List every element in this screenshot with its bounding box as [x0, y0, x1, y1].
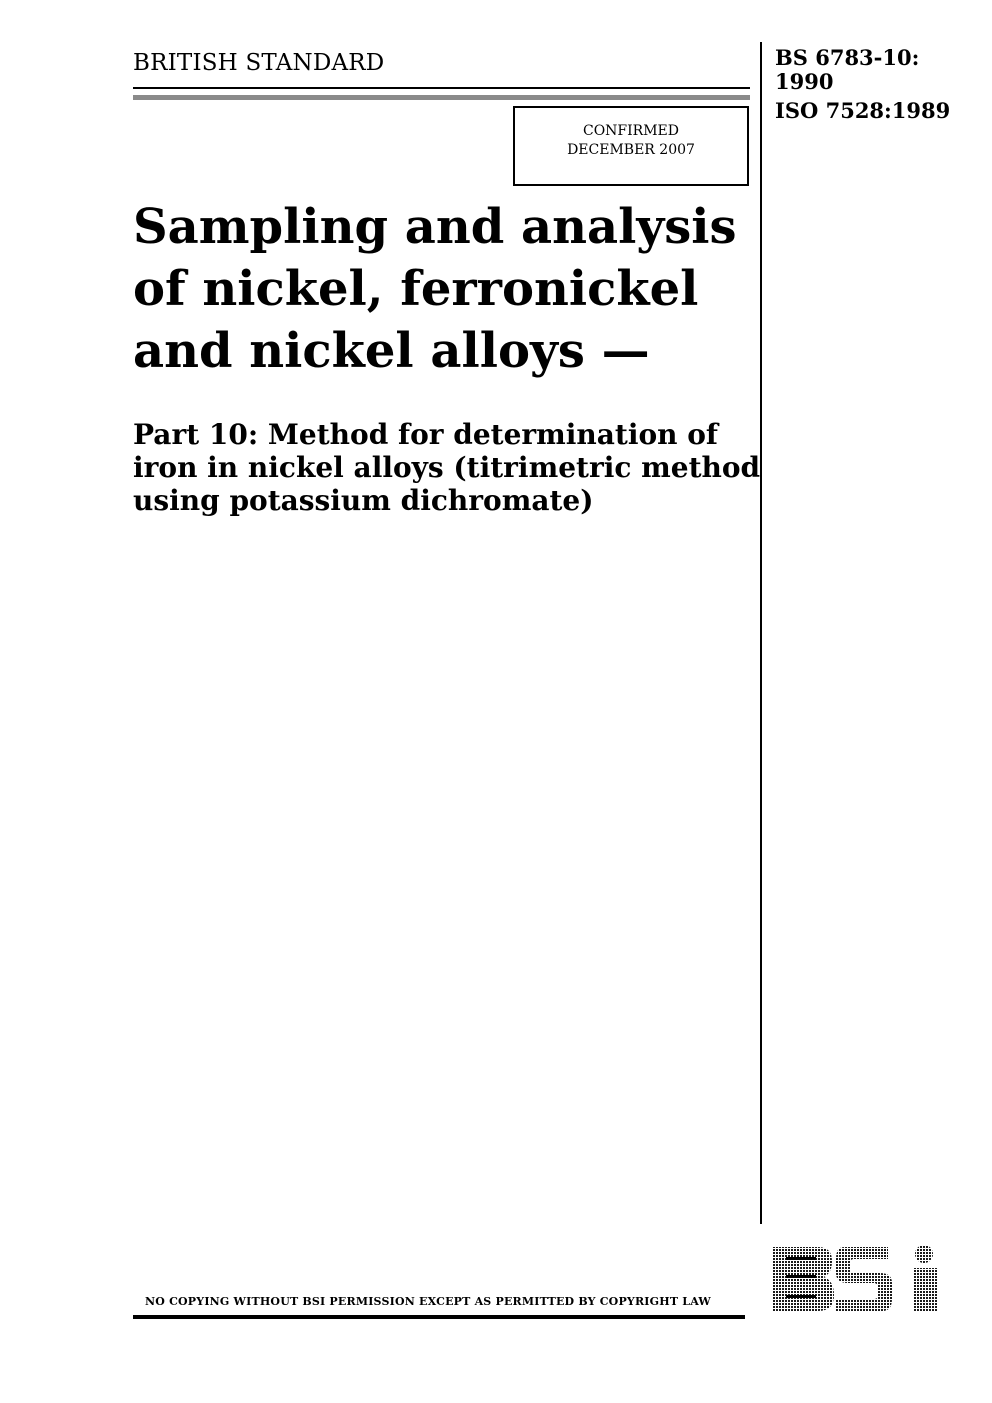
- document-type-label: BRITISH STANDARD: [133, 50, 385, 76]
- title-line: of nickel, ferronickel: [133, 261, 699, 317]
- subtitle-line: iron in nickel alloys (titrimetric method: [133, 451, 761, 484]
- standard-number: BS 6783-10:: [775, 45, 920, 70]
- title-line: and nickel alloys —: [133, 323, 650, 379]
- confirmed-date: DECEMBER 2007: [567, 142, 695, 158]
- copyright-notice: NO COPYING WITHOUT BSI PERMISSION EXCEPT AS PERMITTED BY COPYRIGHT LAW: [145, 1295, 711, 1308]
- confirmed-stamp: [513, 106, 749, 186]
- subtitle-line: Part 10: Method for determination of: [133, 418, 718, 451]
- document-subtitle: [133, 418, 761, 517]
- iso-number: ISO 7528:1989: [775, 98, 951, 123]
- header-rule: [133, 87, 750, 89]
- standard-year: 1990: [775, 69, 834, 94]
- confirmed-label: CONFIRMED: [582, 123, 679, 139]
- standard-number-block: [775, 46, 950, 123]
- document-title: [133, 196, 753, 382]
- margin-divider: [760, 42, 762, 1224]
- header-grey-bar: [133, 95, 750, 100]
- bsi-logo: [770, 1243, 946, 1315]
- subtitle-line: using potassium dichromate): [133, 484, 594, 517]
- footer-rule: [133, 1315, 745, 1319]
- title-line: Sampling and analysis: [133, 199, 737, 255]
